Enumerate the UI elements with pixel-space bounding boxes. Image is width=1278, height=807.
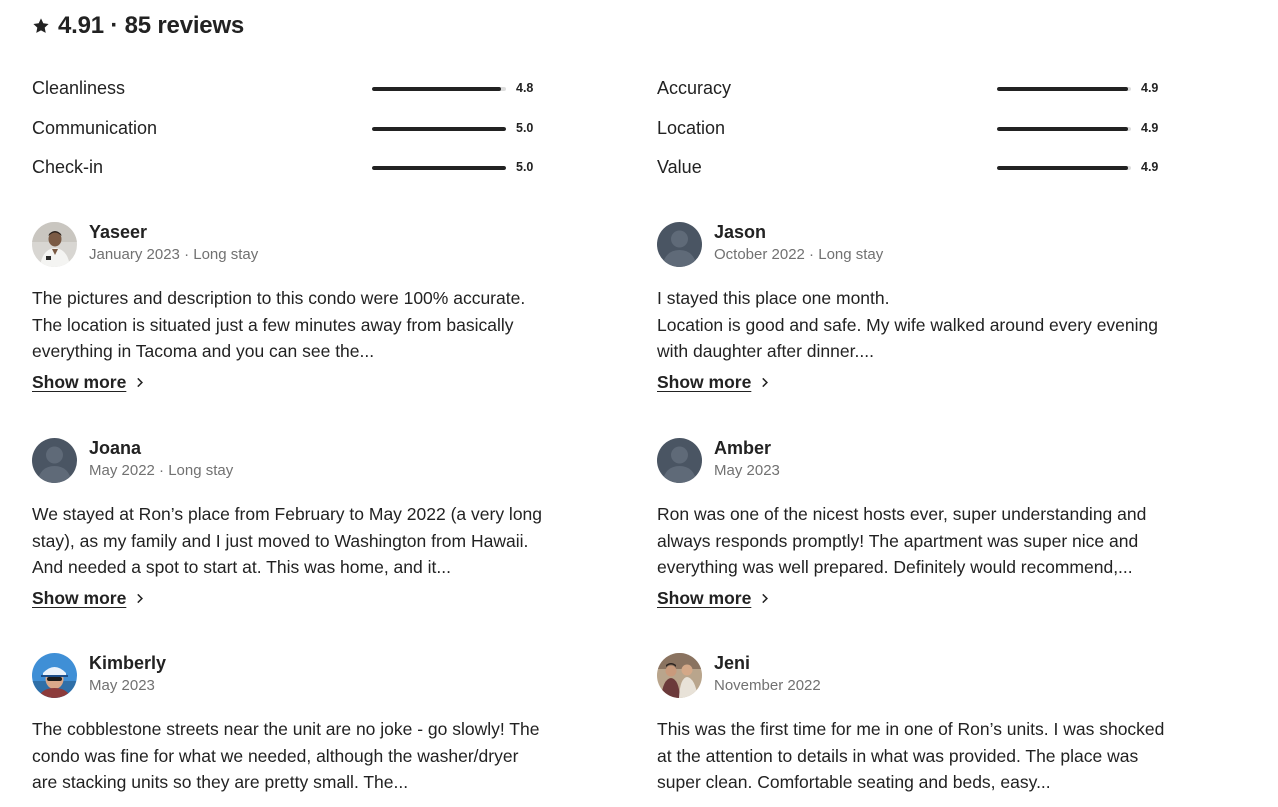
review-text: The pictures and description to this condo were 100% accurate. The location is situated just a few minutes away from basically everything in Tacoma and you can see the... xyxy=(32,288,526,361)
show-more-button[interactable] xyxy=(32,372,145,393)
reviewer-name: Jason xyxy=(714,222,767,242)
rating-label: Value xyxy=(657,157,702,177)
rating-label: Cleanliness xyxy=(32,78,126,98)
avatar[interactable] xyxy=(32,653,77,698)
review-date: May 2023 xyxy=(89,677,155,694)
rating-bar-fill xyxy=(372,87,501,91)
reviewer-name: Joana xyxy=(89,438,142,458)
avatar[interactable] xyxy=(657,438,702,483)
chevron-right-icon xyxy=(134,593,145,604)
show-more-label: Show more xyxy=(657,588,752,608)
reviews-header xyxy=(32,12,244,40)
rating-row-communication xyxy=(32,115,552,155)
rating-value: 4.9 xyxy=(1141,81,1159,95)
reviewer-name: Yaseer xyxy=(89,222,148,242)
chevron-right-icon xyxy=(134,377,145,388)
rating-bar xyxy=(997,127,1131,131)
show-more-label: Show more xyxy=(657,372,752,392)
review-date: October 2022 · Long stay xyxy=(714,246,884,263)
rating-label: Communication xyxy=(32,117,158,138)
rating-bar-fill xyxy=(997,87,1128,91)
review-text: The cobblestone streets near the unit are no joke - go slowly! The condo was fine for what we needed, although the washer/dryer are stacking units so they are pretty small. The... xyxy=(32,719,540,792)
reviewer-name: Kimberly xyxy=(89,653,167,673)
rating-value: 5.0 xyxy=(516,160,534,174)
rating-row-check-in xyxy=(32,154,552,194)
default-user-icon xyxy=(32,438,77,483)
rating-row-value xyxy=(657,154,1177,194)
avatar[interactable] xyxy=(657,222,702,267)
review-text: Ron was one of the nicest hosts ever, super understanding and always responds promptly! The apartment was super nice and everything was well prepared. Definitely would recommend,... xyxy=(657,504,1147,577)
default-user-icon xyxy=(657,222,702,267)
chevron-right-icon xyxy=(759,377,770,388)
review-date: January 2023 · Long stay xyxy=(89,246,259,263)
rating-value: 5.0 xyxy=(516,120,534,135)
default-user-icon xyxy=(657,438,702,483)
rating-bar xyxy=(997,166,1131,170)
avatar[interactable] xyxy=(657,653,702,698)
rating-bar-fill xyxy=(997,127,1128,131)
rating-bar xyxy=(372,166,506,170)
rating-bar-fill xyxy=(997,166,1128,170)
rating-label: Location xyxy=(657,117,726,138)
show-more-label: Show more xyxy=(32,588,127,608)
rating-value: 4.9 xyxy=(1141,120,1159,135)
rating-column-right xyxy=(657,75,1177,194)
reviewer-name: Jeni xyxy=(714,653,751,673)
review-date: May 2022 · Long stay xyxy=(89,462,234,479)
show-more-label: Show more xyxy=(32,372,127,392)
user-photo-icon xyxy=(32,222,77,267)
review-text: I stayed this place one month. Location is good and safe. My wife walked around every evening with daughter after dinner.... xyxy=(657,288,1158,361)
rating-bar xyxy=(997,87,1131,91)
rating-label: Accuracy xyxy=(657,78,732,98)
chevron-right-icon xyxy=(759,593,770,604)
star-icon xyxy=(32,17,50,35)
review-text: We stayed at Ron’s place from February to May 2022 (a very long stay), as my family and I just moved to Washington from Hawaii. And needed a spot to start at. This was home, and it... xyxy=(32,504,542,577)
avatar[interactable] xyxy=(32,438,77,483)
user-photo-icon xyxy=(657,653,702,698)
rating-row-location xyxy=(657,115,1177,155)
show-more-button[interactable] xyxy=(657,372,770,393)
rating-label: Check-in xyxy=(32,157,104,177)
rating-row-cleanliness xyxy=(32,75,552,115)
review-date: May 2023 xyxy=(714,462,780,479)
user-photo-icon xyxy=(32,653,77,698)
rating-bar xyxy=(372,127,506,131)
rating-summary: 4.91 · 85 reviews xyxy=(58,12,245,39)
review-date: November 2022 xyxy=(714,677,821,694)
rating-column-left xyxy=(32,75,552,194)
reviewer-name: Amber xyxy=(714,438,772,458)
rating-value: 4.8 xyxy=(516,81,534,95)
rating-value: 4.9 xyxy=(1141,160,1159,174)
show-more-button[interactable] xyxy=(657,588,770,609)
rating-row-accuracy xyxy=(657,75,1177,115)
rating-bar-fill xyxy=(372,166,506,170)
show-more-button[interactable] xyxy=(32,588,145,609)
review-text: This was the first time for me in one of Ron’s units. I was shocked at the attention to details in what was provided. The place was super clean. Comfortable seating and beds, easy... xyxy=(657,719,1165,792)
rating-bar-fill xyxy=(372,127,506,131)
avatar[interactable] xyxy=(32,222,77,267)
rating-bar xyxy=(372,87,506,91)
